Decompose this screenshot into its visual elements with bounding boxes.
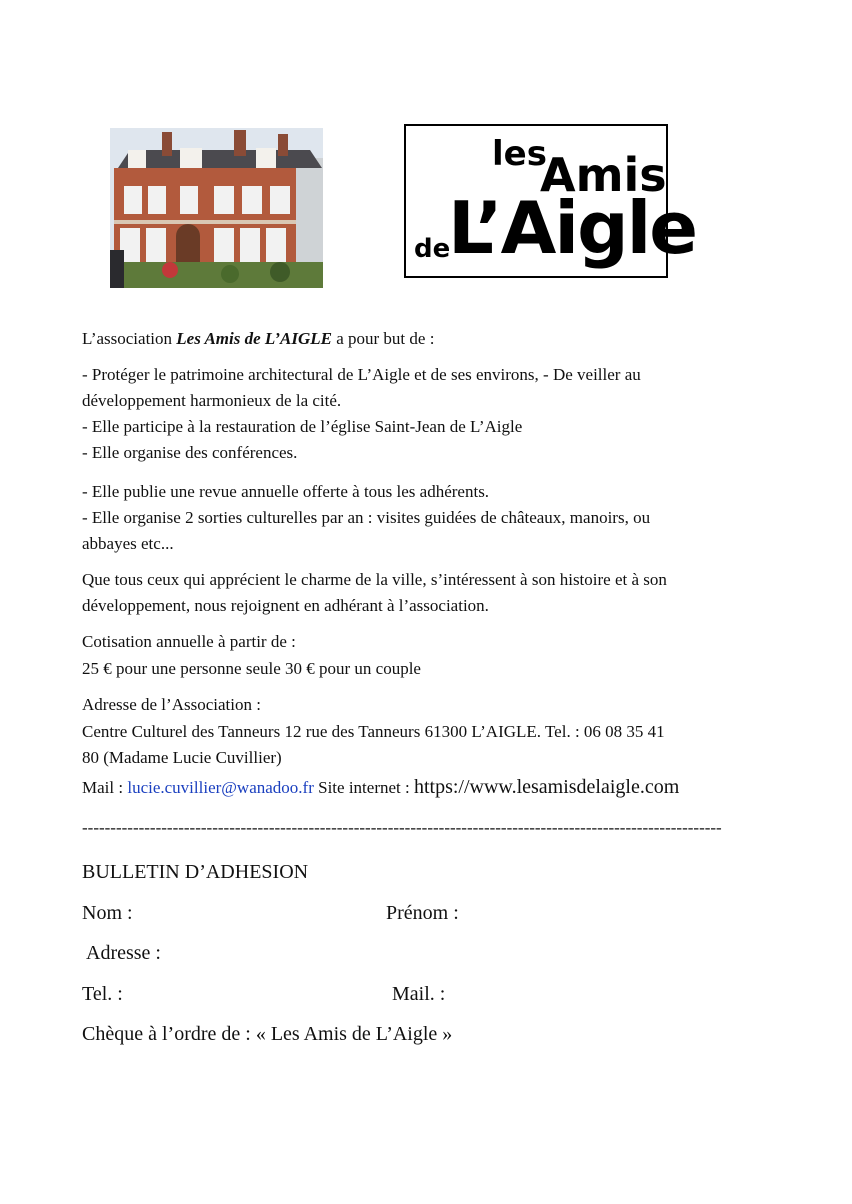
goal-line-4: - Elle organise des conférences.: [82, 443, 298, 462]
fee-line-1: Cotisation annuelle à partir de :: [82, 632, 296, 651]
association-logo: [404, 124, 697, 278]
adresse-label: Adresse :: [86, 942, 161, 964]
activity-line-2: - Elle organise 2 sorties culturelles par an : visites guidées de châteaux, manoirs, ou: [82, 508, 651, 527]
goal-line-3: - Elle participe à la restauration de l’église Saint-Jean de L’Aigle: [82, 417, 523, 436]
association-name: Les Amis de L’AIGLE: [176, 329, 332, 348]
appeal-line-1: Que tous ceux qui apprécient le charme de la ville, s’intéressent à son histoire et à son: [82, 570, 667, 589]
mail-label: Mail. :: [392, 983, 446, 1005]
cheque-line: Chèque à l’ordre de : « Les Amis de L’Aigle »: [82, 1023, 453, 1045]
logo-laigle: L’Aigle: [448, 186, 697, 270]
contact-line: Mail : lucie.cuvillier@wanadoo.fr Site internet : https://www.lesamisdelaigle.com: [82, 776, 680, 798]
building-photo: [110, 128, 323, 288]
address-label: Adresse de l’Association :: [82, 695, 261, 714]
tel-label: Tel. :: [82, 983, 123, 1005]
prenom-label: Prénom :: [386, 902, 459, 924]
nom-label: Nom :: [82, 902, 133, 924]
bulletin-title: BULLETIN D’ADHESION: [82, 861, 309, 883]
activity-line-3: abbayes etc...: [82, 534, 174, 553]
mail-link[interactable]: lucie.cuvillier@wanadoo.fr: [127, 778, 314, 797]
activity-line-1: - Elle publie une revue annuelle offerte à tous les adhérents.: [82, 482, 490, 501]
logo-de: de: [414, 234, 451, 264]
logo-amis: Amis: [540, 148, 667, 202]
logo-les: les: [492, 134, 547, 174]
appeal-line-2: développement, nous rejoignent en adhérant à l’association.: [82, 596, 489, 615]
separator-line: -----------------------------------------------------------------------------------------------------------------: [82, 818, 722, 837]
site-link[interactable]: https://www.lesamisdelaigle.com: [413, 776, 680, 798]
intro-line: L’association Les Amis de L’AIGLE a pour but de :: [82, 329, 435, 348]
goal-line-1: - Protéger le patrimoine architectural de L’Aigle et de ses environs, - De veiller au: [82, 365, 641, 384]
address-line-2: 80 (Madame Lucie Cuvillier): [82, 748, 282, 767]
address-line-1: Centre Culturel des Tanneurs 12 rue des Tanneurs 61300 L’AIGLE. Tel. : 06 08 35 41: [82, 722, 665, 741]
fee-line-2: 25 € pour une personne seule 30 € pour un couple: [82, 659, 421, 678]
goal-line-2: développement harmonieux de la cité.: [82, 391, 342, 410]
